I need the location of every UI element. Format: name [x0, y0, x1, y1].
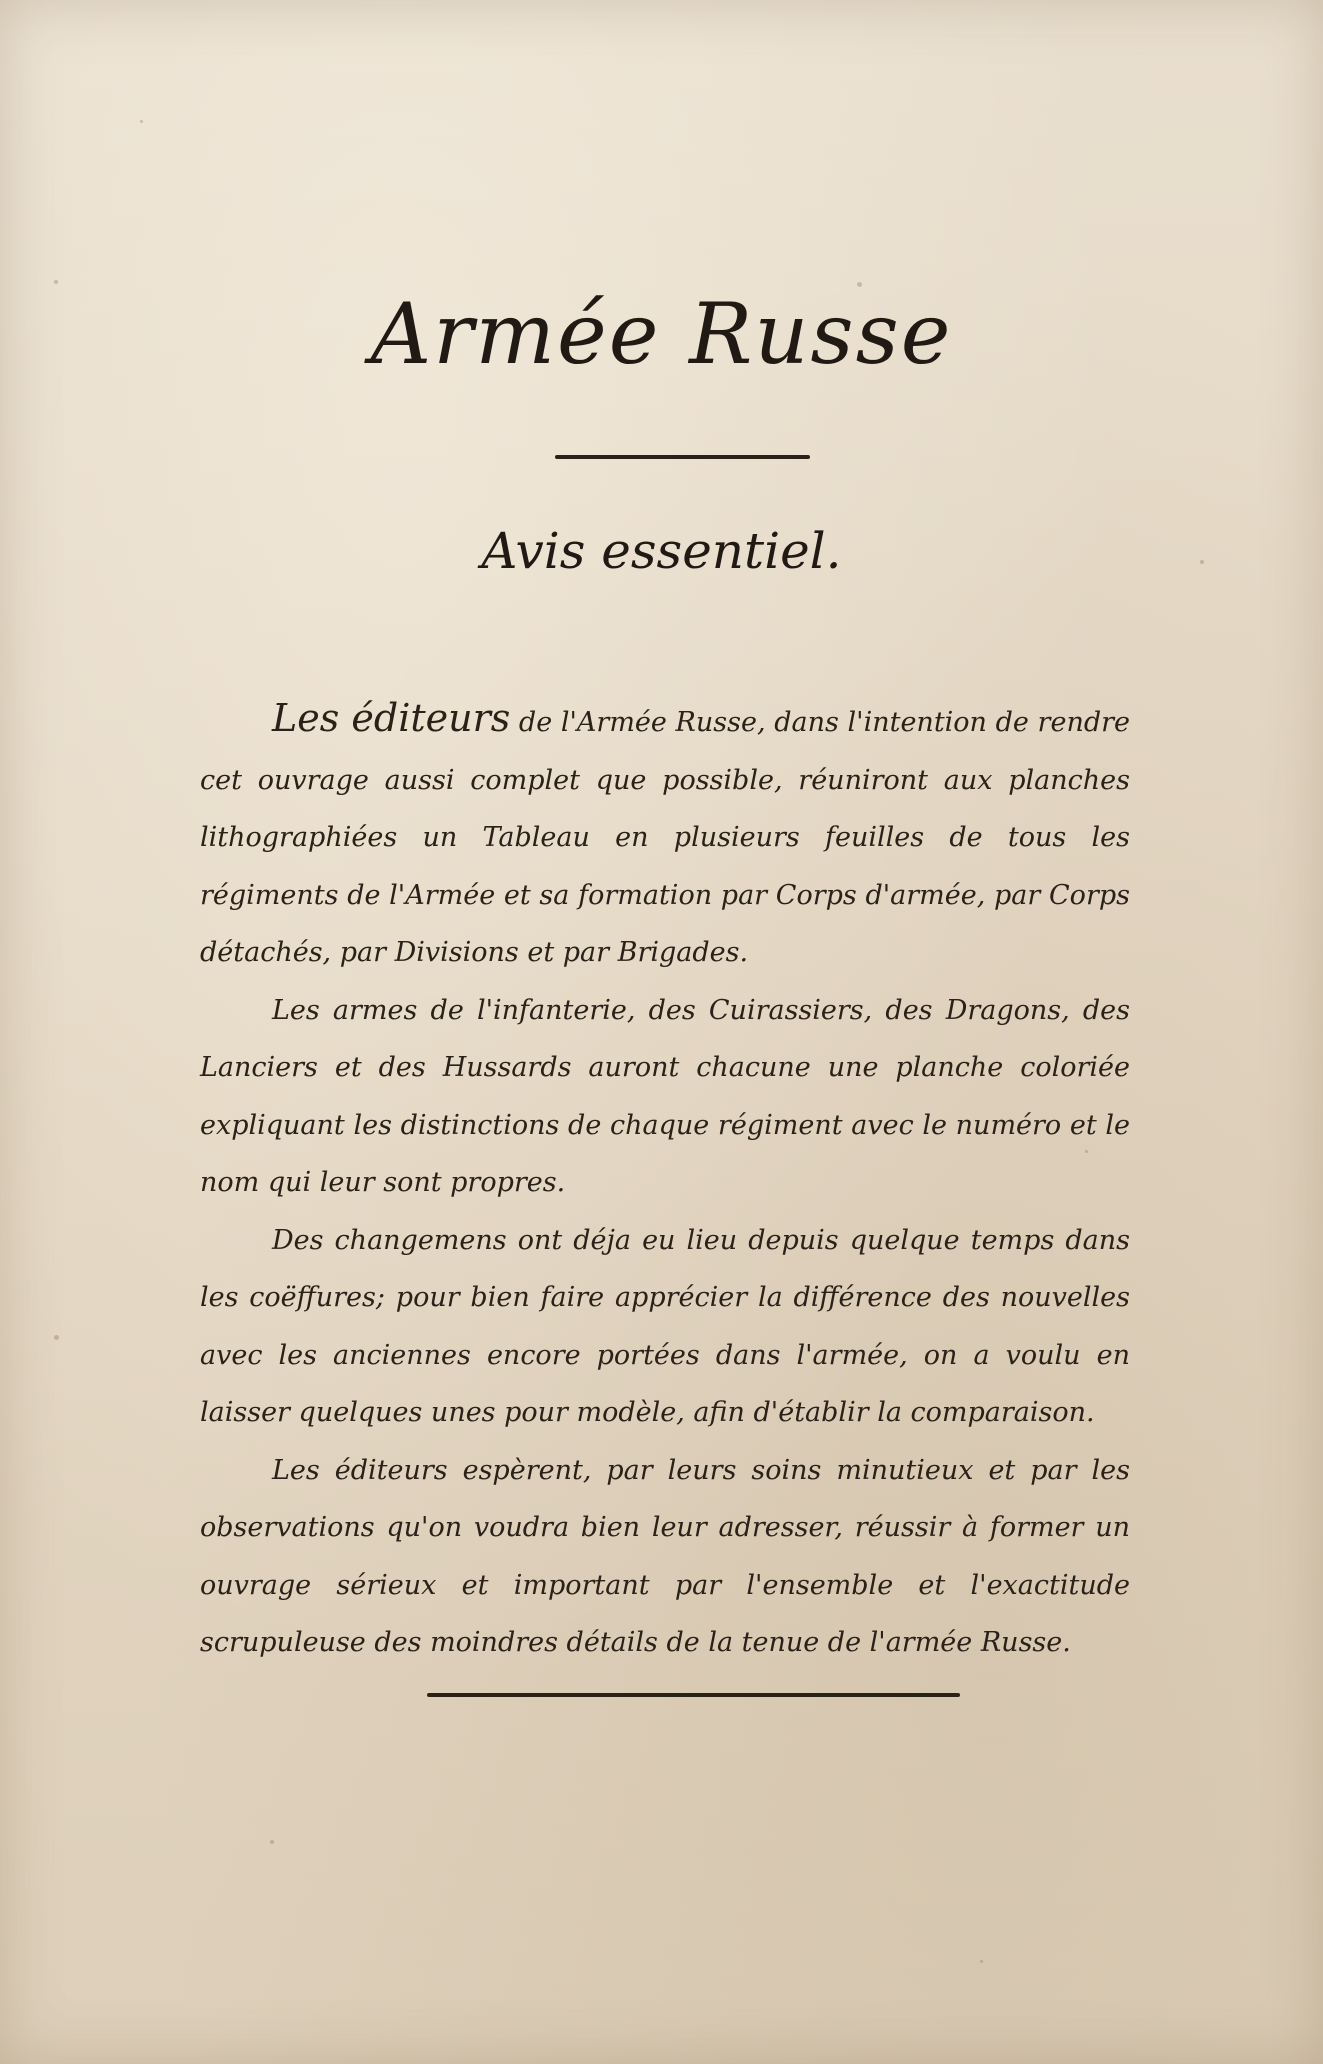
document-title: Armée Russe: [370, 285, 953, 383]
paragraph-lead: Les éditeurs: [272, 696, 511, 740]
paper-speck: [270, 1840, 274, 1844]
paragraph-4: [200, 1442, 1130, 1672]
title-underline: [555, 455, 810, 459]
document-subtitle: Avis essentiel.: [481, 522, 842, 580]
paper-speck: [54, 1335, 59, 1340]
paragraph-2: [200, 982, 1130, 1212]
paragraph-3: [200, 1212, 1130, 1442]
paper-speck: [54, 280, 58, 284]
paragraph-text: Des changemens ont déja eu lieu depuis quelque temps dans les coëffures; pour bien faire apprécier la différence des nouvelles avec les anciennes encore portées dans l'armée, on a voulu en laisser quelques unes pour modèle, afin d'établir la comparaison.: [200, 1224, 1130, 1428]
paper-speck: [140, 120, 143, 123]
paragraph-text: Les éditeurs espèrent, par leurs soins minutieux et par les observations qu'on voudra bien leur adresser, réussir à former un ouvrage sérieux et important par l'ensemble et l'exactitude scrupuleuse des moindres détails de la tenue de l'armée Russe.: [200, 1454, 1130, 1658]
paper-speck: [980, 1960, 983, 1963]
closing-rule: [427, 1693, 960, 1697]
paragraph-text: Les armes de l'infanterie, des Cuirassiers, des Dragons, des Lanciers et des Hussards auront chacune une planche coloriée expliquant les distinctions de chaque régiment avec le numéro et le nom qui leur sont propres.: [200, 994, 1130, 1198]
paragraph-1: [200, 690, 1130, 982]
notice-body: [200, 690, 1130, 1672]
paragraph-text: de l'Armée Russe, dans l'intention de rendre cet ouvrage aussi complet que possible, réuniront aux planches lithographiées un Tableau en plusieurs feuilles de tous les régiments de l'Armée et sa formation par Corps d'armée, par Corps détachés, par Divisions et par Brigades.: [200, 707, 1130, 968]
